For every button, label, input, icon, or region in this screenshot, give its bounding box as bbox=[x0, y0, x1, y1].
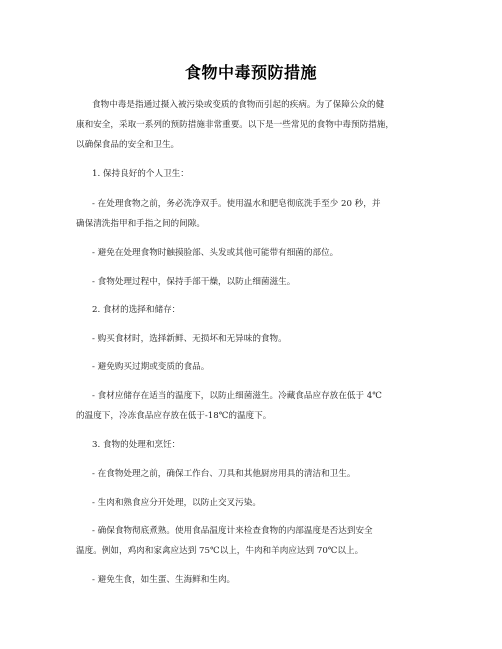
list-item-line: - 食物处理过程中，保持手部干燥，以防止细菌滋生。 bbox=[92, 277, 296, 287]
section-heading: 1. 保持良好的个人卫生： bbox=[92, 169, 189, 179]
list-item bbox=[76, 272, 295, 292]
section-heading: 2. 食材的选择和储存： bbox=[92, 305, 181, 315]
list-item bbox=[76, 493, 261, 513]
list-item-line: - 购买食材时，选择新鲜、无损坏和无异味的食物。 bbox=[92, 334, 287, 344]
list-item-line: - 在食物处理之前，确保工作台、刀具和其他厨房用具的清洁和卫生。 bbox=[92, 469, 356, 479]
list-item-line: 确保清洗指甲和手指之间的间隙。 bbox=[76, 219, 205, 229]
list-item bbox=[76, 329, 287, 349]
list-item-line: - 避免生食，如生蛋、生海鲜和生肉。 bbox=[92, 575, 236, 585]
page-title: 食物中毒预防措施 bbox=[184, 63, 317, 82]
intro-line: 康和安全，采取一系列的预防措施非常重要。以下是一些常见的食物中毒预防措施， bbox=[76, 120, 394, 130]
list-item bbox=[76, 570, 235, 590]
list-item-line: - 食材应储存在适当的温度下，以防止细菌滋生。冷藏食品应存放在低于 4℃ bbox=[92, 391, 382, 401]
list-item bbox=[76, 386, 382, 426]
list-item bbox=[76, 243, 338, 263]
list-item bbox=[76, 521, 373, 561]
list-item-line: - 避免在处理食物时触摸脸部、头发或其他可能带有细菌的部位。 bbox=[92, 248, 339, 258]
list-item-line: 温度。例如，鸡肉和家禽应达到 75℃以上，牛肉和羊肉应达到 70℃以上。 bbox=[76, 546, 364, 556]
list-item-line: 的温度下，冷冻食品应存放在低于-18℃的温度下。 bbox=[76, 411, 272, 421]
section-heading: 3. 食物的处理和烹饪： bbox=[92, 440, 181, 450]
intro-line: 以确保食品的安全和卫生。 bbox=[76, 140, 180, 150]
list-item-line: - 避免购买过期或变质的食品。 bbox=[92, 362, 210, 372]
list-item bbox=[76, 194, 380, 234]
list-item-line: - 在处理食物之前，务必洗净双手。使用温水和肥皂彻底洗手至少 20 秒，并 bbox=[92, 199, 381, 209]
list-item bbox=[76, 464, 355, 484]
list-item-line: - 生肉和熟食应分开处理，以防止交叉污染。 bbox=[92, 498, 261, 508]
intro-line: 食物中毒是指通过摄入被污染或变质的食物而引起的疾病。为了保障公众的健 bbox=[92, 100, 385, 110]
intro-paragraph bbox=[76, 95, 436, 155]
list-item bbox=[76, 357, 209, 377]
list-item-line: - 确保食物彻底煮熟。使用食品温度计来检查食物的内部温度是否达到安全 bbox=[92, 526, 373, 536]
